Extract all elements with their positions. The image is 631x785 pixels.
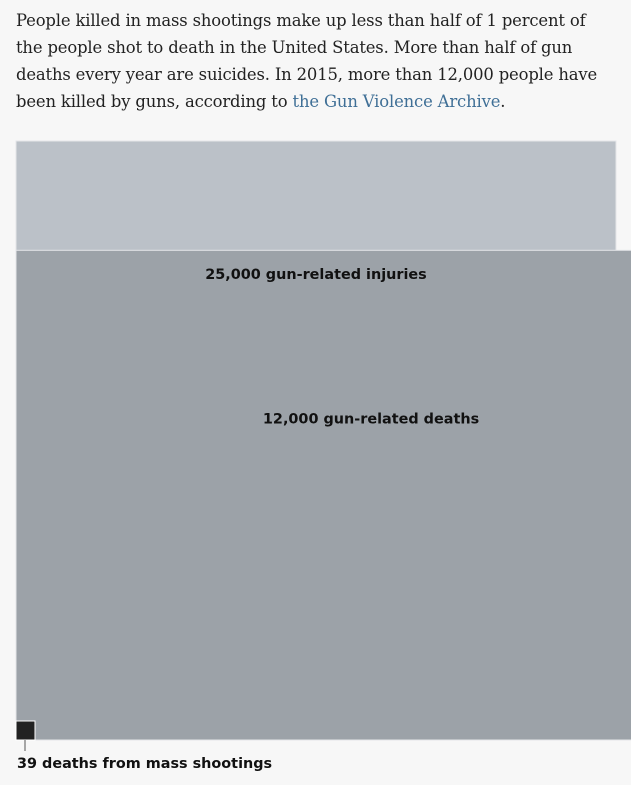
mass-shootings-square xyxy=(16,721,35,740)
injuries-label: 25,000 gun-related injuries xyxy=(205,267,427,283)
mass-shootings-label: 39 deaths from mass shootings xyxy=(17,756,273,772)
gun-violence-archive-link[interactable]: the Gun Violence Archive xyxy=(292,92,501,111)
intro-text-end: . xyxy=(500,92,506,111)
deaths-label: 12,000 gun-related deaths xyxy=(262,411,480,428)
deaths-square xyxy=(16,250,631,740)
intro-text: People killed in mass shootings make up less than half of 1 percent of the people shot to death in the United States. More than half of gun deaths every year are suicides. In 2015, more than 12,000 people have been killed by guns, according to xyxy=(16,11,598,111)
